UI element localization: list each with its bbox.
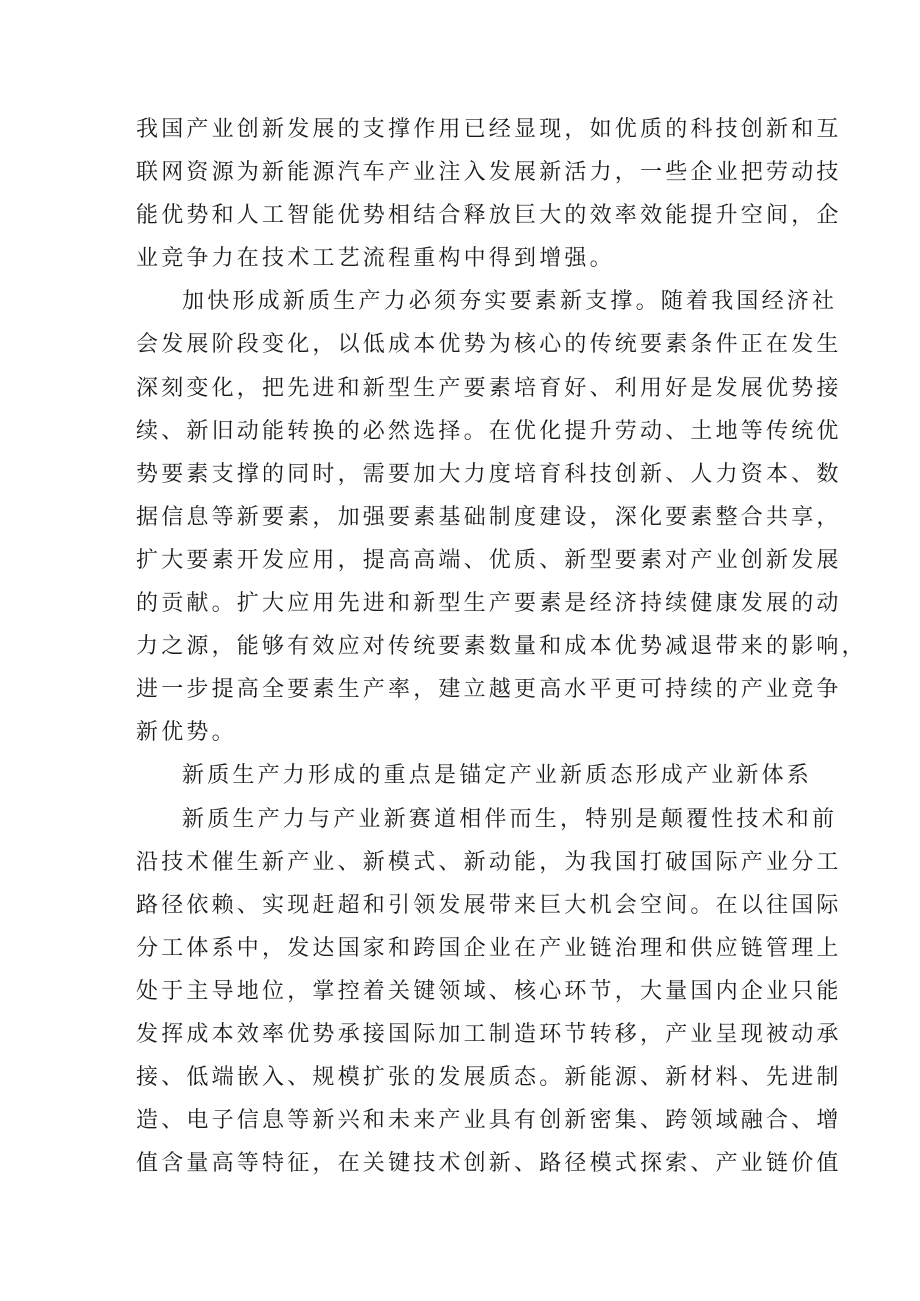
text-line: 深刻变化，把先进和新型生产要素培育好、利用好是发展优势接 <box>136 375 842 401</box>
text-line: 的贡献。扩大应用先进和新型生产要素是经济持续健康发展的动 <box>136 591 842 617</box>
text-line: 处于主导地位，掌控着关键领域、核心环节，大量国内企业只能 <box>136 978 842 1004</box>
section-heading: 新质生产力形成的重点是锚定产业新质态形成产业新体系 <box>182 763 813 789</box>
paragraph-first-line: 加快形成新质生产力必须夯实要素新支撑。随着我国经济社 <box>182 289 838 315</box>
text-line: 新优势。 <box>136 720 237 746</box>
text-line: 分工体系中，发达国家和跨国企业在产业链治理和供应链管理上 <box>136 935 842 961</box>
paragraph-first-line: 新质生产力与产业新赛道相伴而生，特别是颠覆性技术和前 <box>182 806 838 832</box>
text-line: 能优势和人工智能优势相结合释放巨大的效率效能提升空间，企 <box>136 203 842 229</box>
text-line: 势要素支撑的同时，需要加大力度培育科技创新、人力资本、数 <box>136 461 842 487</box>
text-line: 造、电子信息等新兴和未来产业具有创新密集、跨领域融合、增 <box>136 1108 842 1134</box>
text-line: 续、新旧动能转换的必然选择。在优化提升劳动、土地等传统优 <box>136 418 842 444</box>
text-line: 扩大要素开发应用，提高高端、优质、新型要素对产业创新发展 <box>136 547 842 573</box>
text-line: 业竞争力在技术工艺流程重构中得到增强。 <box>136 246 615 272</box>
body-text <box>136 108 867 1185</box>
text-line: 值含量高等特征，在关键技术创新、路径模式探索、产业链价值 <box>136 1151 842 1177</box>
text-line: 接、低端嵌入、规模扩张的发展质态。新能源、新材料、先进制 <box>136 1065 842 1091</box>
text-line: 力之源，能够有效应对传统要素数量和成本优势减退带来的影响， <box>136 634 867 660</box>
text-line: 路径依赖、实现赶超和引领发展带来巨大机会空间。在以往国际 <box>136 892 842 918</box>
text-line: 据信息等新要素，加强要素基础制度建设，深化要素整合共享， <box>136 504 842 530</box>
text-line: 联网资源为新能源汽车产业注入发展新活力，一些企业把劳动技 <box>136 160 842 186</box>
text-line: 发挥成本效率优势承接国际加工制造环节转移，产业呈现被动承 <box>136 1021 842 1047</box>
text-line: 会发展阶段变化，以低成本优势为核心的传统要素条件正在发生 <box>136 332 842 358</box>
text-line: 进一步提高全要素生产率，建立越更高水平更可持续的产业竞争 <box>136 677 842 703</box>
text-line: 沿技术催生新产业、新模式、新动能，为我国打破国际产业分工 <box>136 849 842 875</box>
text-line: 我国产业创新发展的支撑作用已经显现，如优质的科技创新和互 <box>136 117 842 142</box>
